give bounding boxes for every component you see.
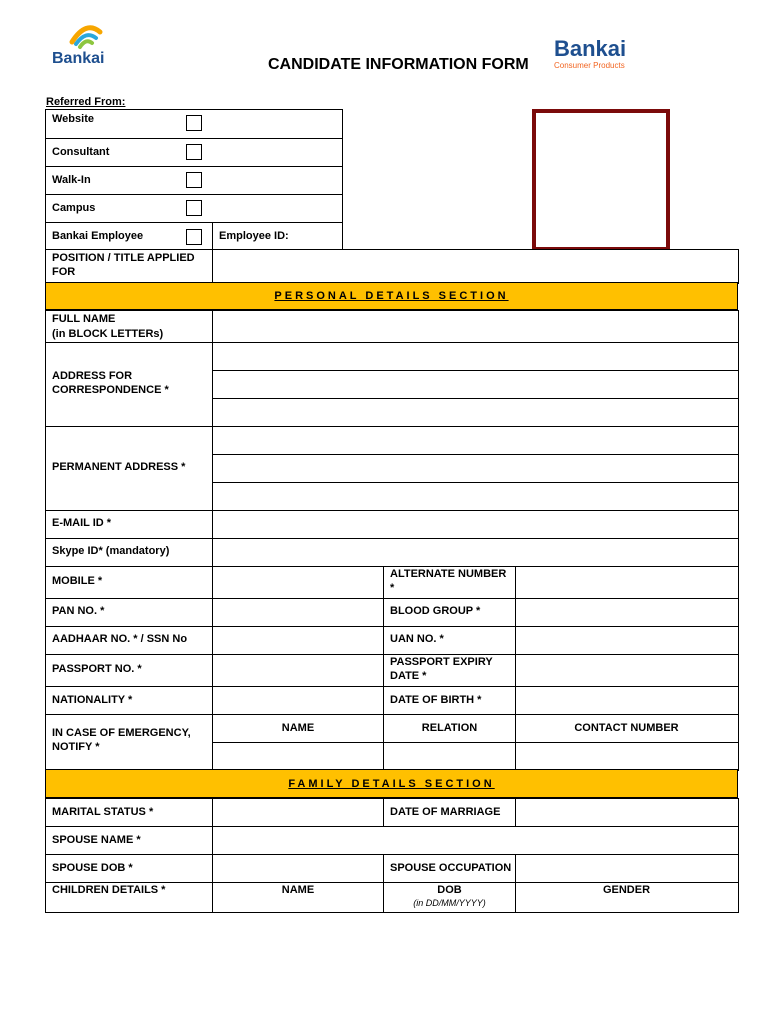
skype-input[interactable]: [214, 540, 736, 565]
skype-label: Skype ID* (mandatory): [52, 545, 170, 557]
correspondence-address-input[interactable]: [214, 344, 736, 425]
mobile-label: MOBILE *: [52, 575, 103, 587]
logo-right-subtitle: Consumer Products: [554, 61, 625, 70]
date-of-marriage-label: DATE OF MARRIAGE: [390, 806, 501, 818]
bankai-swoosh-icon: [66, 18, 106, 50]
alternate-number-input[interactable]: [517, 568, 736, 597]
logo-right: [550, 36, 650, 76]
correspondence-address-label: ADDRESS FOR CORRESPONDENCE *: [52, 370, 169, 396]
date-of-birth-label: DATE OF BIRTH *: [390, 694, 482, 706]
emergency-name-input[interactable]: [214, 744, 382, 769]
spouse-dob-input[interactable]: [214, 856, 382, 881]
logo-right-text: Bankai: [554, 36, 627, 61]
children-dob-header: DOB: [437, 884, 462, 896]
emergency-contact-header: CONTACT NUMBER: [574, 722, 679, 734]
aadhaar-label: AADHAAR NO. * / SSN No: [52, 633, 188, 645]
emergency-relation-input[interactable]: [385, 744, 514, 769]
children-details-label: CHILDREN DETAILS *: [52, 884, 166, 896]
referred-website-label: Website: [52, 113, 94, 125]
emergency-contact-input[interactable]: [517, 744, 736, 769]
alternate-number-label: ALTERNATE NUMBER *: [390, 568, 507, 594]
blood-group-input[interactable]: [517, 600, 736, 625]
passport-expiry-label: PASSPORT EXPIRY DATE *: [390, 656, 493, 682]
full-name-input[interactable]: [214, 312, 736, 341]
aadhaar-input[interactable]: [214, 628, 382, 653]
email-label: E-MAIL ID *: [52, 517, 112, 529]
logo-left-text: Bankai: [52, 50, 105, 67]
referred-walkin-label: Walk-In: [52, 174, 91, 186]
permanent-address-input[interactable]: [214, 428, 736, 509]
employee-id-label: Employee ID:: [219, 230, 289, 242]
permanent-address-label: PERMANENT ADDRESS *: [52, 461, 186, 473]
mobile-input[interactable]: [214, 568, 382, 597]
pan-input[interactable]: [214, 600, 382, 625]
consultant-checkbox[interactable]: [186, 144, 202, 160]
referred-campus-label: Campus: [52, 202, 96, 214]
nationality-input[interactable]: [214, 688, 382, 713]
full-name-label: FULL NAME: [52, 313, 116, 325]
family-section-header: FAMILY DETAILS SECTION: [45, 769, 738, 798]
children-dob-hint: (in DD/MM/YYYY): [413, 898, 486, 908]
spouse-dob-label: SPOUSE DOB *: [52, 862, 133, 874]
employee-checkbox[interactable]: [186, 229, 202, 245]
referred-consultant-label: Consultant: [52, 146, 110, 158]
passport-label: PASSPORT NO. *: [52, 663, 142, 675]
personal-section-header: PERSONAL DETAILS SECTION: [45, 282, 738, 310]
uan-input[interactable]: [517, 628, 736, 653]
photo-box[interactable]: [532, 109, 670, 251]
marital-status-input[interactable]: [214, 800, 382, 825]
website-checkbox[interactable]: [186, 115, 202, 131]
spouse-name-input[interactable]: [214, 828, 736, 853]
spouse-occupation-input[interactable]: [517, 856, 736, 881]
position-input[interactable]: [214, 251, 736, 281]
referred-employee-label: Bankai Employee: [52, 230, 144, 242]
spouse-occupation-label: SPOUSE OCCUPATION: [390, 862, 512, 874]
passport-expiry-input[interactable]: [517, 656, 736, 685]
position-label: POSITION / TITLE APPLIED FOR: [52, 252, 195, 278]
emergency-relation-header: RELATION: [421, 722, 478, 734]
walkin-checkbox[interactable]: [186, 172, 202, 188]
emergency-label: IN CASE OF EMERGENCY, NOTIFY *: [52, 727, 191, 753]
spouse-name-label: SPOUSE NAME *: [52, 834, 141, 846]
form-title: CANDIDATE INFORMATION FORM: [268, 56, 529, 73]
referred-heading: Referred From:: [46, 96, 126, 108]
date-of-marriage-input[interactable]: [517, 800, 736, 825]
emergency-name-header: NAME: [281, 722, 315, 734]
marital-status-label: MARITAL STATUS *: [52, 806, 154, 818]
pan-label: PAN NO. *: [52, 605, 105, 617]
blood-group-label: BLOOD GROUP *: [390, 605, 481, 617]
uan-label: UAN NO. *: [390, 633, 444, 645]
nationality-label: NATIONALITY *: [52, 694, 133, 706]
date-of-birth-input[interactable]: [517, 688, 736, 713]
children-name-header: NAME: [281, 884, 315, 896]
full-name-hint: (in BLOCK LETTERs): [52, 328, 164, 340]
children-gender-header: GENDER: [602, 884, 651, 896]
email-input[interactable]: [214, 512, 736, 537]
campus-checkbox[interactable]: [186, 200, 202, 216]
passport-input[interactable]: [214, 656, 382, 685]
logo-left: [50, 18, 130, 78]
